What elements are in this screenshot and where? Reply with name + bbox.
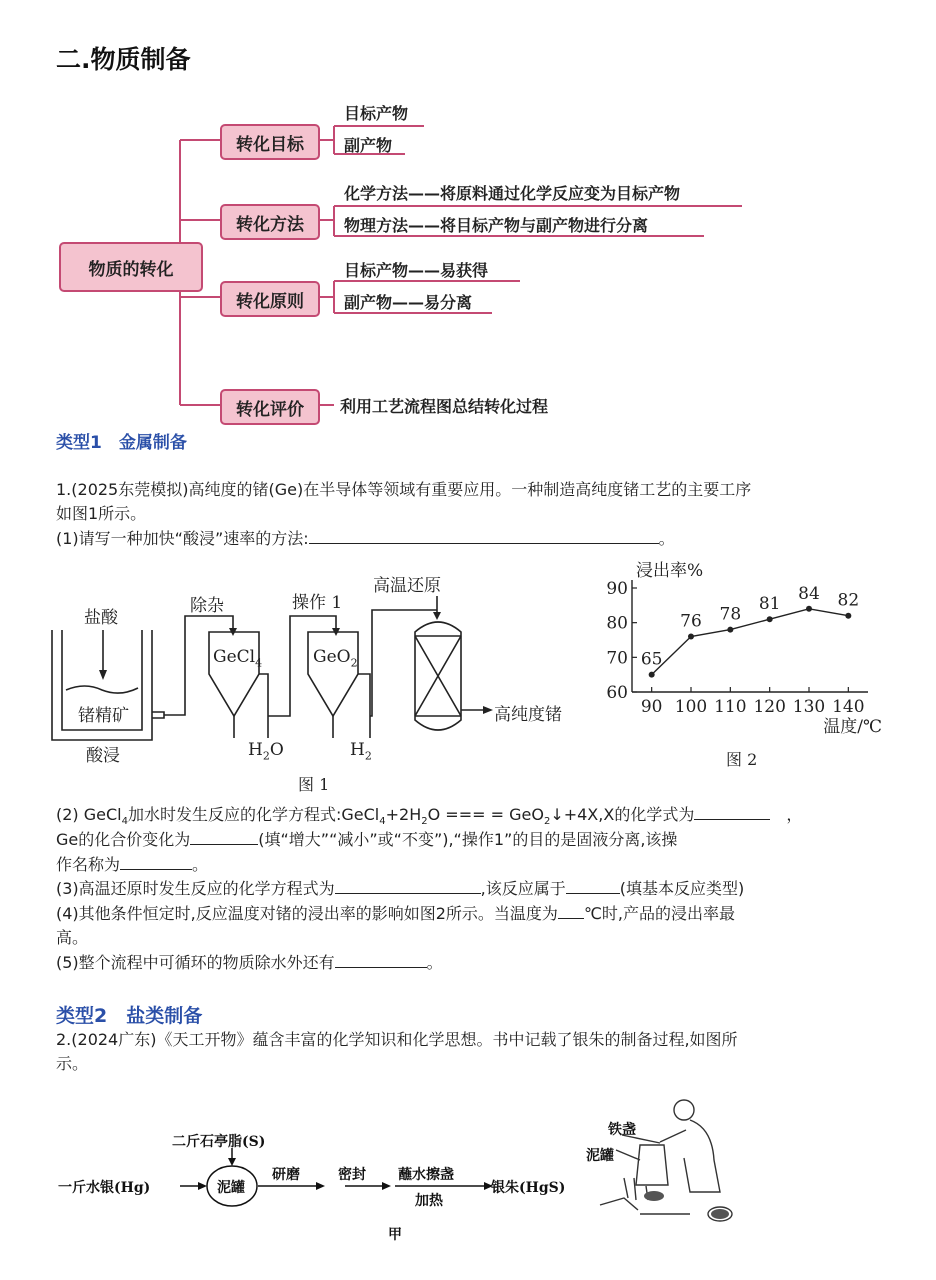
fig2-y-label: 浸出率% [636,561,704,581]
mindmap-branch-principle: 转化原则 [220,281,320,317]
q2-line3-end: 。 [192,855,209,874]
q1-line2: 如图1所示。 [56,504,147,523]
illustration-clay-jar-label: 泥罐 [586,1148,614,1164]
section-title: 二.物质制备 [56,45,191,74]
h2-sub: 2 [364,749,372,763]
fig2-y-tick-label: 80 [606,613,628,634]
q2-e: ↓+4X,X的化学式为 [550,805,695,824]
mindmap-leaf: 副产物——易分离 [344,293,473,312]
fig1-caption: 图 1 [298,775,330,794]
fig1-op1-label: 操作 1 [292,593,343,613]
geo2-text: GeO [313,647,351,667]
q3-b: ,该反应属于 [480,879,566,898]
fig2-y-tick-label: 90 [606,579,628,599]
h2-h: H [350,740,365,760]
fig2-y-tick-label: 60 [606,683,628,703]
q4-line2: 高。 [56,928,89,947]
flow-mercury-label: 一斤水银(Hg) [58,1180,151,1196]
q1-part1-end: 。 [658,529,675,548]
q2-line2-a: Ge的化合价变化为 [56,830,191,849]
q4-a: (4)其他条件恒定时,反应温度对锗的浸出率的影响如图2所示。当温度为 [56,904,558,923]
fig1-reduce-label: 高温还原 [373,576,441,596]
flow-product-label: 银朱(HgS) [491,1180,566,1196]
q5-a: (5)整个流程中可循环的物质除水外还有 [56,953,335,972]
q2-c: +2H [385,805,422,824]
q5-end: 。 [426,953,443,972]
geo2-sub: 2 [350,656,358,670]
mindmap-leaf: 副产物 [344,136,393,155]
mindmap-leaf: 目标产物 [344,104,409,123]
fig2-x-tick-label: 90 [640,697,663,717]
q1-part1-text: (1)请写一种加快“酸浸”速率的方法: [56,529,309,548]
q3-a: (3)高温还原时发生反应的化学方程式为 [56,879,335,898]
mindmap-leaf: 化学方法——将原料通过化学反应变为目标产物 [344,184,681,203]
q2-c-sub: 2 [421,816,428,828]
fig2-x-tick-label: 110 [714,697,747,717]
q2-b: 加水时发生反应的化学方程式:GeCl [127,805,380,824]
mindmap-branch-target: 转化目标 [220,124,320,160]
flow-grind-label: 研磨 [272,1167,300,1183]
q2-line3-a: 作名称为 [56,855,121,874]
fig2-x-label: 温度/℃ [823,717,882,737]
type2-heading: 类型2 盐类制备 [56,1005,203,1027]
water-sub: 2 [262,749,270,763]
fig2-data-label: 82 [837,590,860,611]
fig2-data-label: 78 [719,604,742,625]
fig1-hcl-label: 盐酸 [84,608,118,628]
flow-wipe-label: 蘸水擦盏 [398,1167,454,1183]
q2-b-sub: 4 [379,816,386,828]
fig2-caption: 图 2 [726,750,758,769]
fig1-product-label: 高纯度锗 [494,705,562,725]
mindmap-leaf: 利用工艺流程图总结转化过程 [340,397,549,416]
q2-line2-b: (填“增大”“减小”或“不变”),“操作1”的目的是固液分离,该操 [258,830,678,849]
q6-line2: 示。 [56,1054,89,1073]
fig2-data-label: 65 [640,649,663,670]
fig-jia-caption: 甲 [388,1227,402,1243]
fig2-x-tick-label: 140 [832,697,865,717]
type1-heading: 类型1 金属制备 [56,433,187,453]
water-h: H [248,740,263,760]
mindmap-leaf: 目标产物——易获得 [344,261,489,280]
fig2-y-tick-label: 70 [606,648,628,669]
fig2-x-tick-label: 130 [792,697,826,717]
q2-d-sub: 2 [543,816,551,828]
mindmap-leaf: 物理方法——将目标产物与副产物进行分离 [344,216,649,235]
fig2-x-tick-label: 100 [674,697,708,717]
water-o: O [269,740,284,760]
fig2-data-label: 81 [758,594,781,615]
flow-heat-label: 加热 [415,1193,443,1209]
q4-b: ℃时,产品的浸出率最 [583,904,735,923]
flow-sulfur-label: 二斤石亭脂(S) [172,1134,266,1150]
fig2-data-label: 84 [798,583,820,604]
flow-seal-label: 密封 [338,1167,366,1183]
fig1-acid-leach-label: 酸浸 [86,746,120,766]
q2-e-end: ， [786,805,803,824]
illustration-iron-lid-label: 铁盏 [608,1122,636,1138]
fig1-remove-label: 除杂 [190,596,224,616]
q2-d: O === = GeO [427,805,544,824]
fig1-ore-label: 锗精矿 [78,706,129,726]
gecl4-text: GeCl [213,647,256,667]
mindmap-branch-evaluation: 转化评价 [220,389,320,425]
q1-line1: 1.(2025东莞模拟)高纯度的锗(Ge)在半导体等领域有重要应用。一种制造高纯度锗工艺的主要工序 [56,480,752,499]
q6-line1: 2.(2024广东)《天工开物》蕴含丰富的化学知识和化学思想。书中记载了银朱的制备过程,如图所 [56,1030,738,1049]
gecl4-sub: 4 [255,656,263,670]
q2-a: (2) GeCl [56,805,122,824]
q3-c: (填基本反应类型) [619,879,745,898]
fig2-x-tick-label: 120 [753,697,786,717]
flow-jar-label: 泥罐 [217,1180,245,1196]
mindmap-root: 物质的转化 [59,242,203,292]
q2-a-sub: 4 [121,816,128,828]
fig2-data-label: 76 [680,611,702,632]
mindmap-branch-method: 转化方法 [220,204,320,240]
